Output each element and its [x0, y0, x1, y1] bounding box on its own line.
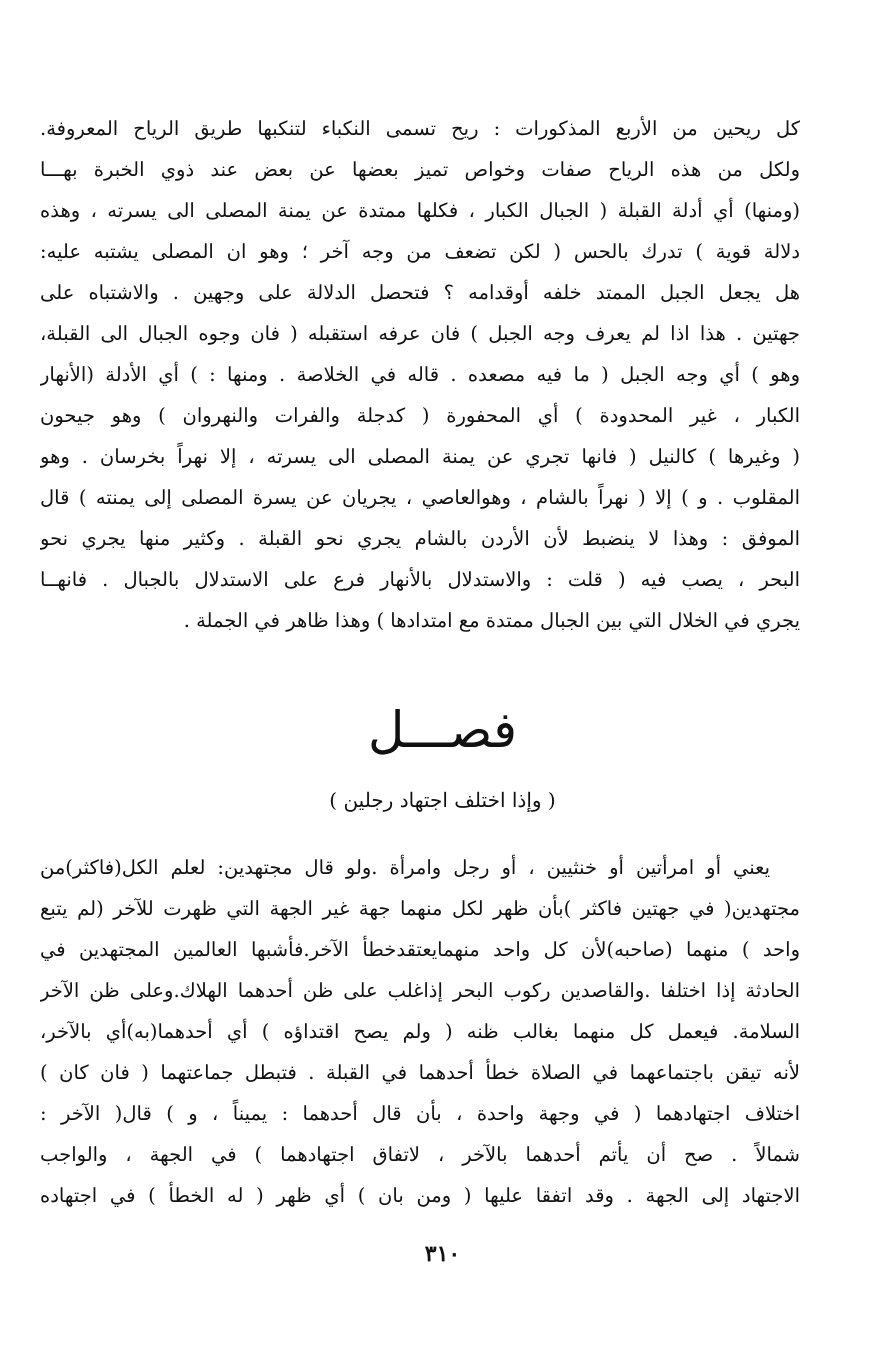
text-line: جهتين . هذا اذا لم يعرف وجه الجبل ) فان عرفه استقبله ( فان وجوه الجبال الى القبلة، — [40, 322, 800, 345]
text-line: الحادثة إذا اختلفا .والقاصدين ركوب البحر إذاغلب على ظن أحدهما الهلاك.وعلى ظن الآخر — [40, 979, 800, 1002]
text-line: الموفق : وهذا لا ينضبط لأن الأردن بالشام يجري نحو القبلة . وكثير منها يجري نحو — [40, 527, 800, 550]
text-line: الاجتهاد إلى الجهة . وقد اتفقا عليها ( ومن بان ) أي ظهر ( له الخطأ ) في اجتهاده — [40, 1184, 800, 1207]
text-line: يجري في الخلال التي بين الجبال ممتدة مع امتدادها ) وهذا ظاهر في الجملة . — [183, 609, 800, 632]
text-line: ( وغيرها ) كالنيل ( فانها تجري عن يمنة المصلى الى يسرته ، إلا نهراً بخرسان . وهو — [40, 445, 800, 468]
section-heading: فصـــل — [367, 701, 518, 759]
text-line: كل ريحين من الأربع المذكورات : ريح تسمى النكباء لتنكبها طريق الرياح المعروفة. — [40, 117, 800, 140]
paragraph-qibla-indicators — [40, 108, 800, 641]
text-line: وهو ) أي وجه الجبل ( ما فيه مصعده . قاله في الخلاصة . ومنها : ) أي الأدلة (الأنهار — [40, 363, 800, 386]
text-line: اختلاف اجتهادهما ( في وجهة واحدة ، بأن قال أحدهما : يميناً ، و ) قال( الآخر : — [40, 1102, 800, 1125]
text-line: يعني أو امرأتين أو خنثيين ، أو رجل وامرأة .ولو قال مجتهدين: لعلم الكل(فاكثر)من — [40, 856, 770, 879]
page-number: ٣١٠ — [424, 1241, 461, 1267]
text-line: هل يجعل الجبل الممتد خلفه أوقدامه ؟ فتحصل الدلالة على وجهين . والاشتباه على — [40, 281, 800, 304]
paragraph-differing-ijtihad — [40, 847, 800, 1216]
text-line: البحر ، يصب فيه ( قلت : والاستدلال بالأنهار فرع على الاستدلال بالجبال . فانهــا — [40, 568, 800, 591]
text-line: المقلوب . و ) إلا ( نهراً بالشام ، وهوالعاصي ، يجريان عن يسرة المصلى إلى يمنته ) قال — [40, 486, 800, 509]
text-line: الكبار ، غير المحدودة ) أي المحفورة ( كدجلة والفرات والنهروان ) وهو جيحون — [40, 404, 800, 427]
text-line: واحد ) منهما (صاحبه)لأن كل واحد منهمايعتقدخطأ الآخر.فأشبها العالمين المجتهدين في — [40, 938, 800, 961]
text-line: مجتهدين( في جهتين فاكثر )بأن ظهر لكل منهما جهة غير الجهة التي ظهرت للآخر (لم يتبع — [40, 897, 800, 920]
section-subheading: ( وإذا اختلف اجتهاد رجلين ) — [329, 788, 556, 812]
text-line: لأنه تيقن باجتماعهما في الصلاة خطأ أحدهما في القبلة . فتبطل جماعتهما ( فان كان ) — [40, 1061, 800, 1084]
text-line: دلالة قوية ) تدرك بالحس ( لكن تضعف من وجه آخر ؛ وهو ان المصلى يشتبه عليه: — [40, 240, 800, 263]
text-line: السلامة. فيعمل كل منهما بغالب ظنه ( ولم يصح اقتداؤه ) أي أحدهما(به)أي بالآخر، — [40, 1020, 800, 1043]
text-line: ولكل من هذه الرياح صفات وخواص تميز بعضها عن بعض عند ذوي الخبرة بهـــا — [40, 158, 800, 181]
text-line: (ومنها) أي أدلة القبلة ( الجبال الكبار ، فكلها ممتدة عن يمنة المصلى الى يسرته ، وهذه — [40, 199, 800, 222]
text-line: شمالاً . صح أن يأتم أحدهما بالآخر ، لاتفاق اجتهادهما ) في الجهة ، والواجب — [40, 1143, 800, 1166]
